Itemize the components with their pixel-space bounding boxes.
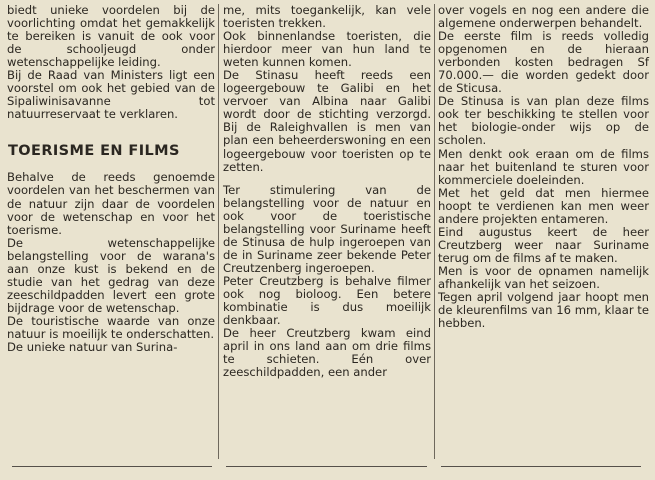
paragraph: Met het geld dat men hiermee hoopt te verdienen kan men weer andere projekten entameren.: [438, 185, 649, 226]
column-1: [7, 4, 215, 354]
paragraph: Bij de Raad van Ministers ligt een voorstel om ook het gebied van de Sipaliwinisavanne tot natuurreservaat te verklaren.: [7, 68, 215, 122]
paragraph: Tegen april volgend jaar hoopt men de kleurenfilms van 16 mm, klaar te hebben.: [438, 290, 649, 331]
paragraph: Behalve de reeds genoemde voordelen van het beschermen van de natuur zijn daar de voordelen voor de wetenschap en voor het toerisme.: [7, 170, 215, 237]
paragraph: De touristische waarde van onze natuur is moeilijk te onderschatten.: [7, 313, 215, 341]
paragraph: De unieke natuur van Surina-: [7, 340, 178, 355]
column-divider: [434, 4, 435, 459]
bottom-rule: [226, 466, 427, 467]
paragraph: De heer Creutzberg kwam eind april in ons land aan om drie films te schieten. Eén over zeeschildpadden, een ander: [223, 326, 431, 380]
paragraph: over vogels en nog een andere die algemene onderwerpen behandelt.: [438, 3, 649, 31]
paragraph: biedt unieke voordelen bij de voorlichting omdat het gemakkelijk te bereiken is vanuit de ook voor de schooljeugd onder wetenschappelijke leiding.: [7, 3, 215, 70]
paragraph: Men denkt ook eraan om de films naar het buitenland te sturen voor kommerciele doeleinden.: [438, 146, 649, 187]
column-3: [438, 4, 649, 330]
section-heading: TOERISME EN FILMS: [8, 143, 180, 160]
bottom-rule: [441, 466, 641, 467]
paragraph: me, mits toegankelijk, kan vele toeristen trekken.: [223, 3, 431, 31]
paragraph: De wetenschappelijke belangstelling voor de warana's aan onze kust is bekend en de studie van het gedrag van deze zeeschildpadden levert een grote bijdrage voor de wetenschap.: [7, 235, 215, 315]
column-2: [223, 4, 431, 379]
paragraph: Eind augustus keert de heer Creutzberg weer naar Suriname terug om de films af te maken.: [438, 224, 649, 265]
paragraph: Peter Creutzberg is behalve filmer ook nog bioloog. Een betere kombinatie is dus moeilijk denkbaar.: [223, 273, 431, 328]
paragraph: De Stinasu heeft reeds een logeergebouw te Galibi en het vervoer van Albina naar Galibi wordt door de stichting verzorgd. Bij de Raleighvallen is men van plan een beheerderswoning en een logeergebouw voor toeristen op te zetten.: [223, 68, 431, 174]
paragraph: Men is voor de opnamen namelijk afhankelijk van het seizoen.: [438, 263, 649, 291]
paragraph: Ter stimulering van de belangstelling voor de natuur en ook voor de toeristische belangstelling voor Suriname heeft de Stinusa de hulp ingeroepen van de in Suriname zeer bekende Peter Creutzenberg ingeroepen.: [223, 182, 431, 275]
column-divider: [218, 4, 219, 459]
bottom-rule: [12, 466, 212, 467]
paragraph: Ook binnenlandse toeristen, die hierdoor meer van hun land te weten kunnen komen.: [223, 29, 431, 70]
paragraph: De eerste film is reeds volledig opgenomen en de hieraan verbonden kosten bedragen Sf 70.000.— die worden gedekt door de Sticusa.: [438, 29, 649, 96]
paragraph: De Stinusa is van plan deze films ook ter beschikking te stellen voor het biologie-onder wijs op de scholen.: [438, 94, 649, 148]
